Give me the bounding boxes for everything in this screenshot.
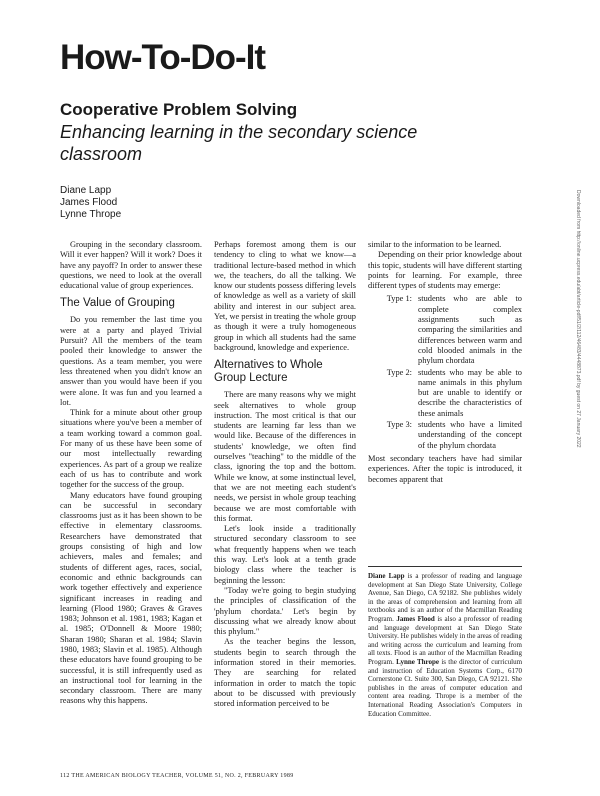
bio-name: James Flood [396,614,435,623]
column-2 [214,240,356,709]
column-1 [60,240,202,707]
type-label: Type 2: [386,367,412,377]
article-title: Cooperative Problem Solving [60,100,298,119]
article-subtitle: Enhancing learning in the secondary science classroom [60,122,418,164]
bio-text: is a professor of reading and language development at San Diego State University, College Avenue, San Diego, CA 92182. She publishes widely in the areas of comprehension and learning from all textbooks and is an author of the Macmillan Reading Program. [368,572,522,623]
student-types-list [368,294,522,450]
type-description: students who may be able to name animals in this phylum but are unable to identify or describe the characteristics of these animals [418,367,522,418]
paragraph: There are many reasons why we might seek alternatives to whole group instruction. The most critical is that our students are learning far less than we would like. Because of the differences in students' knowledge, we often find ourselves "teaching" to the middle of the class, ignoring the top and the bottom. While we know, at some instinctual level, that we are not meeting each student's needs, we persist in whole group teaching because we are most comfortable with this format. [214,390,356,523]
heading-value-of-grouping: The Value of Grouping [60,297,175,310]
type-label: Type 1: [386,294,412,304]
bio-name: Lynne Thrope [396,657,440,666]
paragraph: Most secondary teachers have had similar experiences. After the topic is introduced, it becomes apparent that [368,453,522,484]
bio-text: is the director of curriculum and instruction of Education Systems Corp., 6170 Cornerstone Ct. Suite 300, San Diego, CA 92121. She publishes in the areas of computer education and content area reading. Thrope is a member of the International Reading Association's Computers in Education Committee. [368,657,523,718]
column-3 [368,240,522,485]
paragraph: "Today we're going to begin studying the principles of classification of the 'phylum chordata.' Let's begin by discussing what we already know about this phylum." [214,585,356,637]
author-list [60,185,121,221]
type-label: Type 3: [386,420,412,430]
section-title: How-To-Do-It [60,38,266,77]
list-item [368,420,522,451]
paragraph: As the teacher begins the lesson, students begin to search through the information stored in their memories. They are searching for related information in order to match the topic about to be discussed with previously stored information perceived to be [214,637,356,709]
list-item [368,294,522,366]
page-footer: 112 THE AMERICAN BIOLOGY TEACHER, VOLUME 51, NO. 2, FEBRUARY 1989 [60,773,294,779]
paragraph: similar to the information to be learned. [368,240,502,249]
bio-name: Diane Lapp [368,572,405,580]
paragraph: Perhaps foremost among them is our tendency to cling to what we know—a traditional lecture-based method in which we, the teachers, do all the talking. We know our students possess differing levels of knowledge as well as a variety of skill ability and interest in our subject area. Yet, we persist in treating the whole group as though it were a truly homogeneous group in which all students had the same background, knowledge and experience. [214,240,356,352]
bio-text: is also a professor of reading and language development at San Diego State University. He publishes widely in the areas of reading and writing across the curriculum and learning from all texts. Flood is an author of the Macmillan Reading Program. [368,614,523,666]
paragraph: Depending on their prior knowledge about this topic, students will have different starting points for learning. For example, three different types of students may emerge: [368,250,522,291]
list-item [368,368,522,419]
paragraph: Do you remember the last time you were at a party and played Trivial Pursuit? All the members of the team pooled their knowledge to answer the questions. As a team member, you were less threatened when you didn't know an answer than you would have been if you were alone. It was fun and you learned a lot. [60,315,202,407]
author-name: Diane Lapp [60,185,112,196]
paragraph: Let's look inside a traditionally structured secondary classroom to see what frequently happens when we teach this way. Let's look at a tenth grade biology class where the teacher is beginning the lesson: [214,524,356,585]
download-watermark-text: Downloaded from http://online.ucpress.edu/abt/article-pdf/51/2/112/46483/4448873.pdf by guest on 27 January 2022 [575,190,581,448]
author-bio [368,566,522,718]
download-watermark [573,190,583,630]
author-name: Lynne Thrope [60,209,122,220]
type-description: students who are able to complete complex assignments such as comparing the similarities and differences between warm and cold blooded animals in the phylum chordata [418,294,522,366]
paragraph: Many educators have found grouping can be successful in secondary classrooms just as it has been shown to be effective in elementary classrooms. Researchers have demonstrated that groups consisting of high and low achievers, males and females; and students of different ages, races, social, economic and ethnic backgrounds can work together effectively and experience significant increases in reading and learning (Flood 1980; Graves & Graves 1983; Johnson et al. 1981, 1983; Kagan et al. 1985; O'Donnell & Moore 1980; Sharan 1980; Sharan et al. 1984; Slavin 1980, 1983; Slavin et al. 1985). Although these educators have found grouping to be successful, it is still infrequently used as an instructional tool for learning in the secondary classroom. There are many reasons why this happens. [60,490,202,706]
paragraph: Think for a minute about other group situations where you've been a member of a team working toward a common goal. For many of us these have been some of our most intellectually rewarding experiences. As part of a group we realize each of us has to contribute and work together for the success of the group. [60,408,202,490]
intro-paragraph: Grouping in the secondary classroom. Will it ever happen? Will it work? Does it have any payoff? In order to answer these questions, we need to look at the overall educational value of group experiences. [60,240,202,291]
author-name: James Flood [60,197,118,208]
type-description: students who have a limited understanding of the concept of the phylum chordata [418,420,522,450]
heading-alternatives: Alternatives to Whole Group Lecture [214,359,323,385]
